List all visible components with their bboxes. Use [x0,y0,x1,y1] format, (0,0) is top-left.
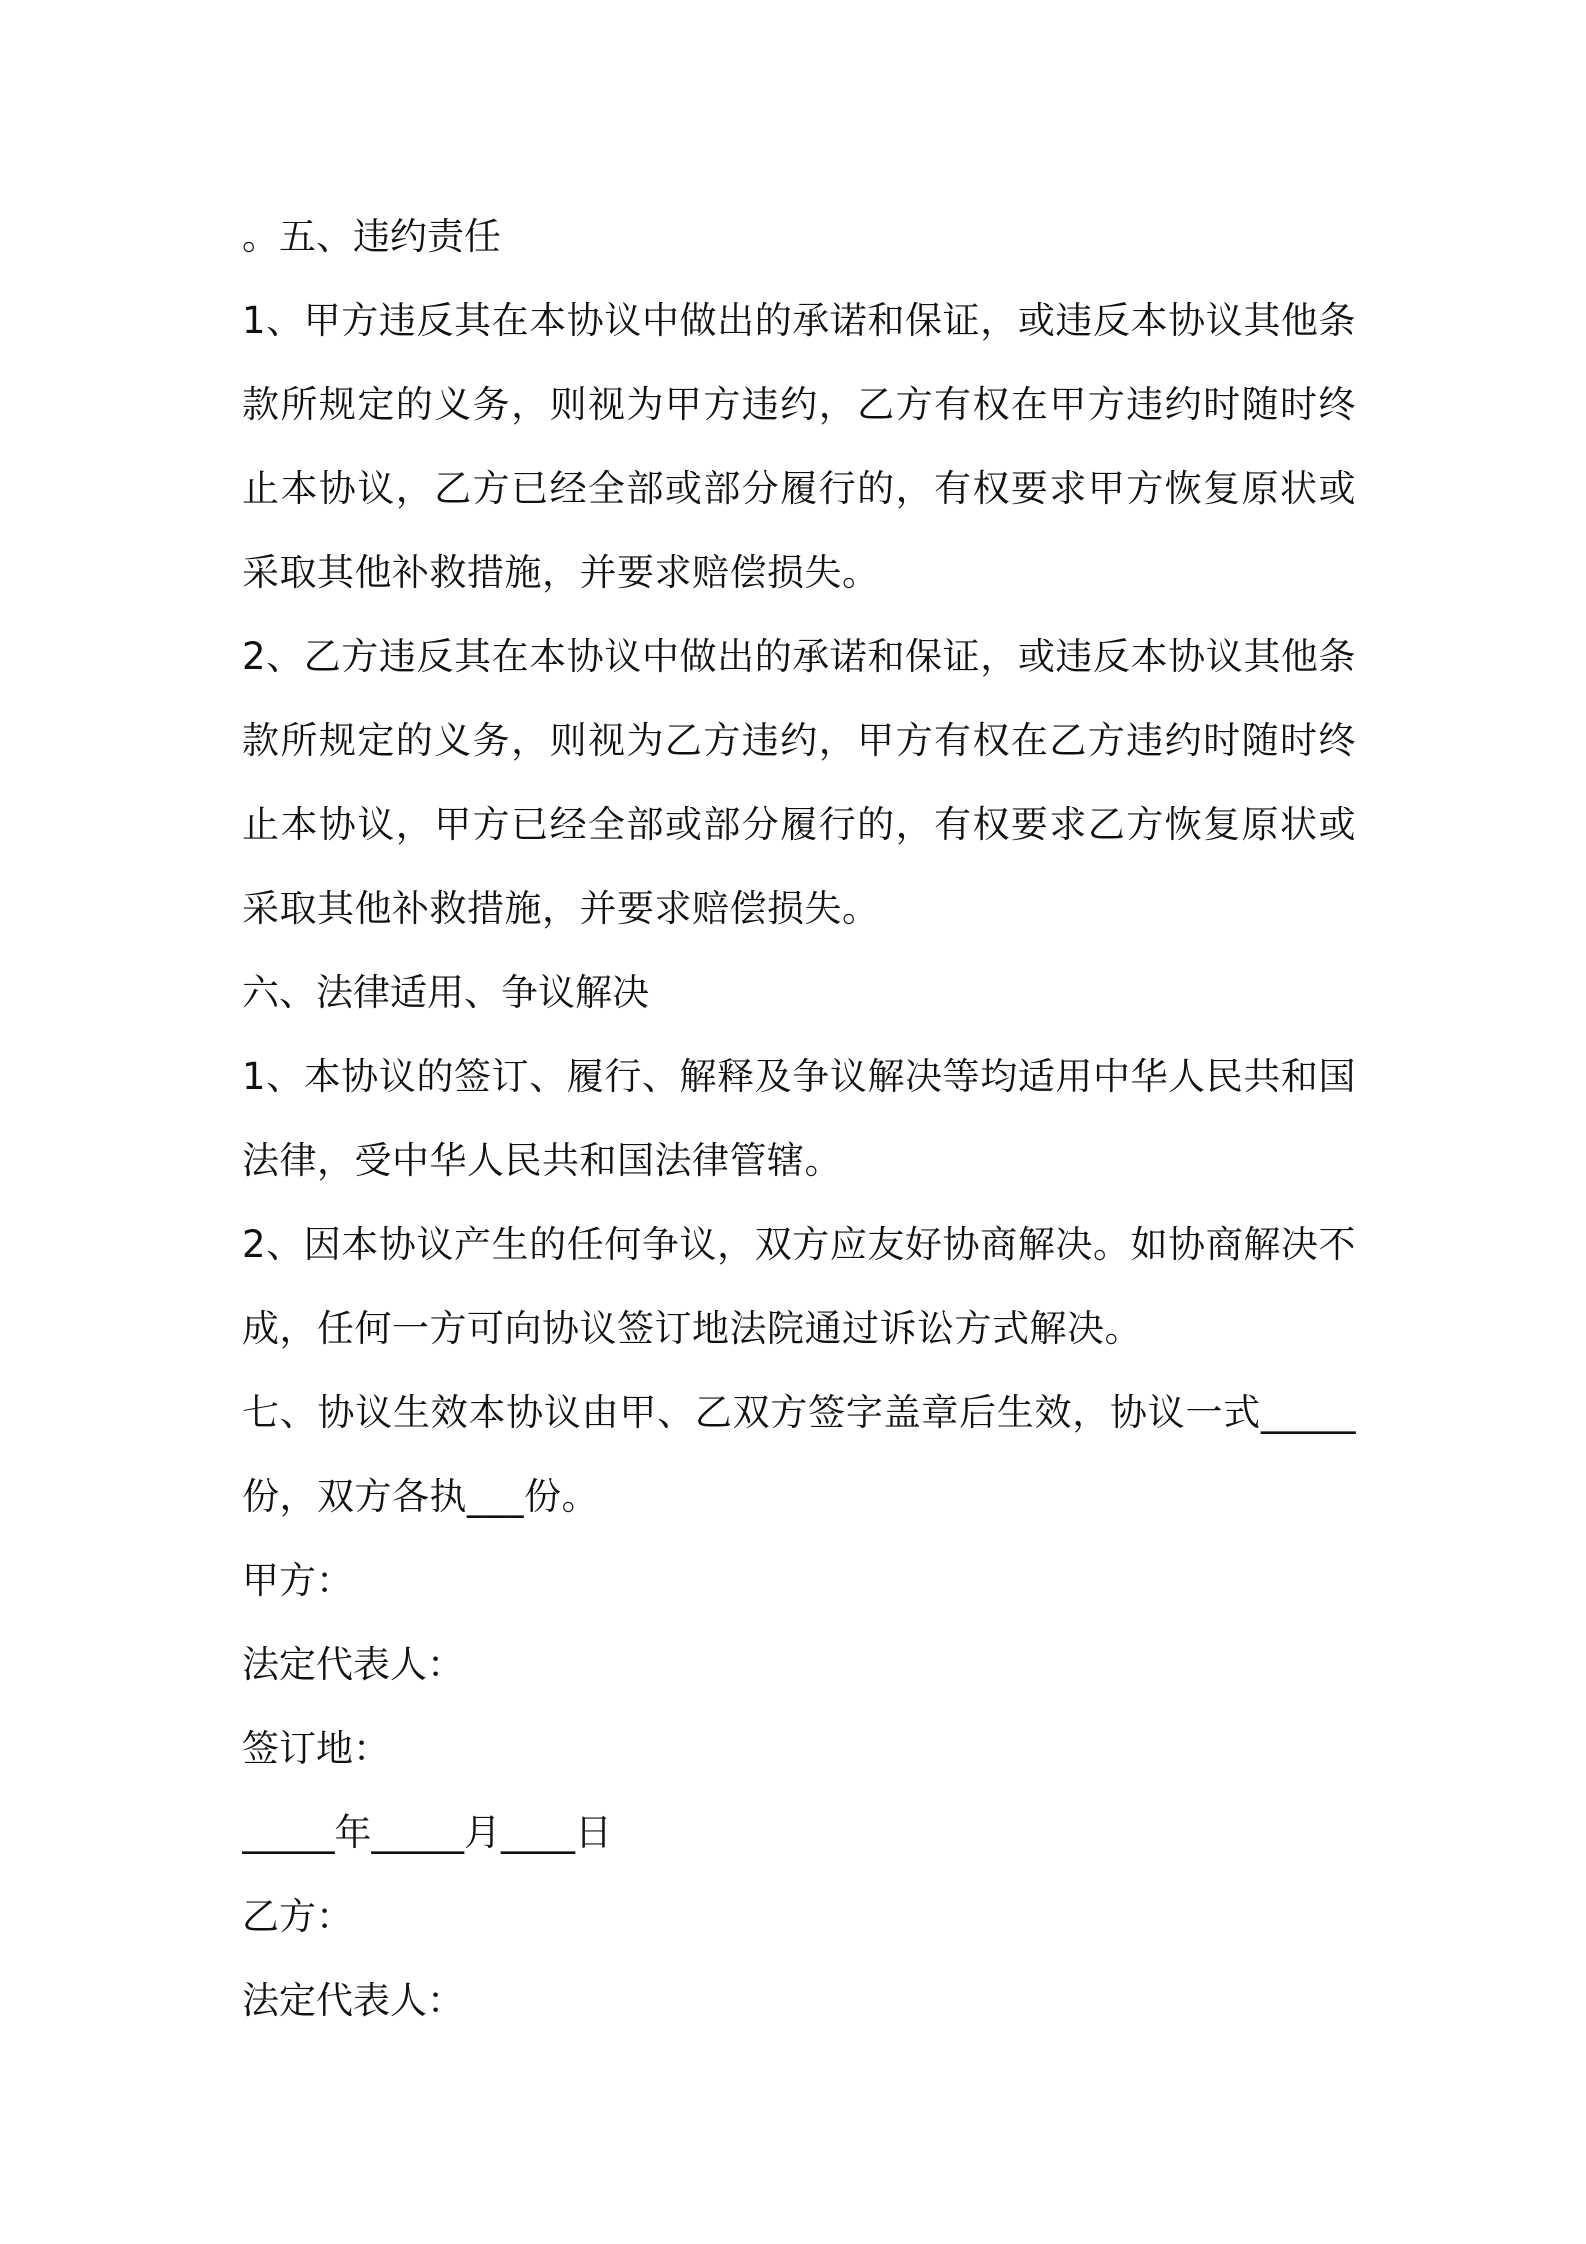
section-7-effectiveness: 七、协议生效本协议由甲、乙双方签字盖章后生效，协议一式_____份，双方各执___份。 [242,1391,1356,1518]
section-5-item-1: 1、甲方违反其在本协议中做出的承诺和保证，或违反本协议其他条款所规定的义务，则视为甲方违约，乙方有权在甲方违约时随时终止本协议，乙方已经全部或部分履行的，有权要求甲方恢复原状或采取其他补救措施，并要求赔偿损失。 [242,299,1356,594]
document-page [242,195,1356,2043]
party-b-representative-label: 法定代表人： [242,1979,464,2022]
party-b-label: 乙方： [242,1895,353,1938]
section-6-item-2: 2、因本协议产生的任何争议，双方应友好协商解决。如协商解决不成，任何一方可向协议签订地法院通过诉讼方式解决。 [242,1223,1356,1350]
party-a-representative-label: 法定代表人： [242,1643,464,1686]
section-5-title: 。五、违约责任 [242,215,501,258]
section-6-item-1: 1、本协议的签订、履行、解释及争议解决等均适用中华人民共和国法律，受中华人民共和国法律管辖。 [242,1055,1356,1182]
section-6-title: 六、法律适用、争议解决 [242,971,649,1014]
signing-place-label: 签订地： [242,1727,390,1770]
party-a-label: 甲方： [242,1559,353,1602]
date-line: _____年_____月____日 [242,1811,612,1854]
section-5-item-2: 2、乙方违反其在本协议中做出的承诺和保证，或违反本协议其他条款所规定的义务，则视为乙方违约，甲方有权在乙方违约时随时终止本协议，甲方已经全部或部分履行的，有权要求乙方恢复原状或采取其他补救措施，并要求赔偿损失。 [242,635,1356,930]
